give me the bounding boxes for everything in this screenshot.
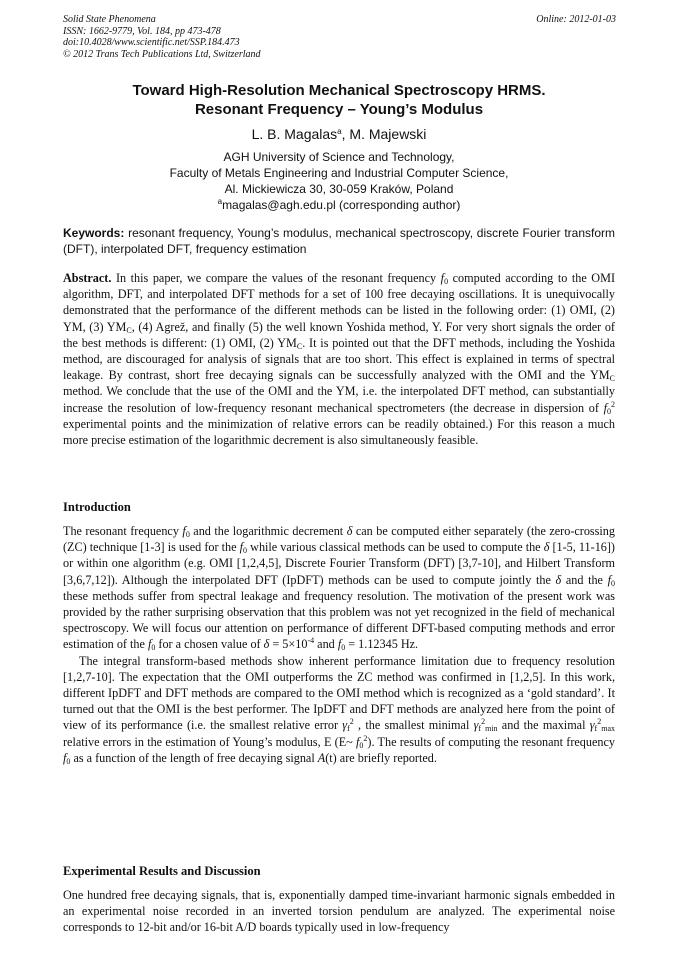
math-delta: δ: [543, 540, 550, 555]
section-heading-introduction: Introduction: [63, 500, 131, 514]
delta-value: = 5×10: [269, 637, 308, 652]
intro-paragraph-2: [63, 653, 615, 766]
math-sub: 0: [607, 406, 611, 416]
math-gamma: γ: [473, 718, 479, 733]
title-line-1: Toward High-Resolution Mechanical Spectroscopy HRMS.: [132, 82, 546, 99]
intro-text: and the: [561, 572, 608, 587]
math-sub: C: [609, 374, 615, 384]
introduction-text: [63, 523, 615, 766]
corresponding-email: [40, 198, 638, 212]
math-sup: -4: [307, 636, 315, 646]
intro-text: [1-5, 11-16]) or within one algorithm (e.g. OMI [1,2,4,5], Discrete Fourier Transform (DFT) [3,7-10], and Hilbert Transform [3,6,7,12]). Although the interpolated DFT (IpDFT) methods can be used to compute jointly the: [63, 540, 615, 587]
math-delta: δ: [263, 637, 270, 652]
math-f0: f: [63, 750, 67, 765]
math-sub: 0: [359, 740, 364, 750]
math-amplitude: A: [317, 750, 326, 765]
abstract-text: method. We conclude that the use of the OMI and the YM, i.e. the interpolated DFT method, can substantially increase the resolution of low-frequency resonant mechanical spectrometers (the decrease in dispersion of: [63, 384, 615, 415]
math-f0-squared: f: [603, 400, 607, 415]
math-sub: 0: [341, 643, 346, 653]
math-sup: 2: [597, 717, 602, 727]
intro-text: these methods suffer from spectral leakage and frequency resolution. The motivation of the present work was provided by the rather surprising observation that this problem was not yet recognized in the field of mechanical spectroscopy. We will focus our attention on performance of different DFT-based computing methods and error estimation of the: [63, 588, 615, 652]
math-sub: 0: [151, 643, 156, 653]
affiliation: [40, 149, 638, 197]
intro-text: can be computed either separately (the zero-crossing (ZC) technique [1-3] is used for the: [63, 524, 615, 555]
abstract-text: computed according to the OMI algorithm, DFT, and interpolated DFT methods for a set of 100 free decaying oscillations. It is unequivocally demonstrated that the performance of the different methods can be listed in the following order: (1) OMI, (2) YM, (3) YM: [63, 271, 615, 334]
math-sub: f: [347, 724, 350, 734]
math-f0-squared: f: [356, 734, 360, 749]
math-f0: f: [440, 271, 445, 285]
math-sup: 2: [611, 399, 615, 409]
math-sub: C: [126, 325, 132, 335]
online-date: Online: 2012-01-03: [536, 14, 616, 25]
intro-text: and: [314, 637, 338, 652]
section-heading-experimental: Experimental Results and Discussion: [63, 864, 261, 878]
f0-value: = 1.12345 Hz.: [345, 637, 419, 652]
math-sub: C: [296, 341, 303, 351]
math-sub-min: min: [485, 724, 498, 734]
intro-text: The integral transform-based methods show inherent performance limitation due to frequency resolution [1,2,7-10]. The expectation that the OMI outperforms the ZC method was confirmed in [1,2,5]. In this work, different IpDFT and DFT methods are compared to the OMI method which is recognized as a ‘gold standard’. It turned out that the OMI is the best performer. The IpDFT and DFT methods are analyzed here from the point of view of its performance (i.e. the smallest relative error: [63, 653, 615, 733]
math-delta: δ: [346, 524, 353, 538]
intro-text: , the smallest minimal: [353, 718, 474, 733]
affiliation-line-1: AGH University of Science and Technology,: [223, 150, 455, 164]
keywords-text: resonant frequency, Young’s modulus, mechanical spectroscopy, discrete Fourier transform (DFT), interpolated DFT, frequency estimation: [63, 226, 615, 256]
math-sub: 0: [444, 277, 449, 286]
math-f0: f: [607, 572, 611, 587]
math-sub-max: max: [601, 724, 615, 734]
journal-header: [63, 14, 261, 60]
math-sup: 2: [349, 717, 354, 727]
abstract-text: In this paper, we compare the values of the resonant frequency: [111, 271, 441, 285]
math-f0: f: [147, 637, 152, 652]
intro-text: for a chosen value of: [155, 637, 264, 652]
math-sub: 0: [185, 530, 190, 539]
abstract-label: Abstract.: [63, 271, 112, 285]
affiliation-line-3: Al. Mickiewicza 30, 30-059 Kraków, Poland: [224, 182, 454, 196]
doi-line: doi:10.4028/www.scientific.net/SSP.184.473: [63, 37, 240, 48]
intro-paragraph-1: [63, 523, 615, 653]
intro-text: while various classical methods can be used to compute the: [247, 540, 544, 555]
math-sup: 2: [363, 733, 368, 743]
intro-text: ). The results of computing the resonant frequency: [367, 734, 615, 749]
abstract-text: , (4) Agrež, and finally (5) the well known Yoshida method, Y. For very short signals the order of the best methods is different: (1) OMI, (2) YM: [63, 319, 615, 350]
math-f0: f: [337, 637, 342, 652]
abstract: [63, 270, 615, 448]
author-majewski: , M. Majewski: [341, 126, 427, 142]
math-sup: 2: [481, 717, 486, 727]
math-amplitude-arg: (t): [325, 750, 337, 765]
math-sub: f: [478, 724, 482, 734]
title-line-2: Resonant Frequency – Young’s Modulus: [194, 100, 484, 118]
math-f0: f: [239, 540, 244, 555]
math-sub: 0: [66, 756, 71, 766]
intro-text: The resonant frequency: [63, 524, 183, 538]
email-text: magalas@agh.edu.pl (corresponding author): [222, 198, 461, 212]
paper-title: [40, 82, 638, 119]
experimental-paragraph: One hundred free decaying signals, that is, exponentially damped time-invariant harmonic signals embedded in an experimental noise recorded in an inverted torsion pendulum are analyzed. The experimental noise corresponds to 12-bit and/or 16-bit A/D boards typically used in low-frequency: [63, 888, 615, 935]
email-affil-mark: a: [217, 197, 223, 206]
math-delta: δ: [555, 572, 562, 587]
copyright-line: © 2012 Trans Tech Publications Ltd, Switzerland: [63, 48, 261, 60]
intro-text: and the maximal: [497, 718, 590, 733]
math-gamma: γ: [342, 718, 348, 733]
author-affil-mark: a: [337, 127, 342, 136]
keywords-label: Keywords:: [63, 226, 125, 240]
issn-line: ISSN: 1662-9779, Vol. 184, pp 473-478: [63, 25, 221, 37]
intro-text: and the logarithmic decrement: [189, 524, 347, 538]
keywords: [63, 226, 615, 257]
intro-text: are briefly reported.: [336, 750, 437, 765]
math-sub: 0: [243, 546, 248, 556]
author-list: [40, 126, 638, 142]
abstract-text: . It is pointed out that the DFT methods, including the Yoshida method, are discouraged for analysis of signals that are too short. This effect is explained in terms of spectral leakage. By contrast, short free decaying signals can be successfully analyzed with the OMI and the YM: [63, 335, 615, 383]
experimental-text: [63, 887, 615, 936]
abstract-text: experimental points and the minimization of relative errors can be readily obtained.) For this reason a much more precise estimation of the logarithmic decrement is also simultaneously feasible.: [63, 416, 615, 448]
math-sub: 0: [611, 578, 615, 588]
journal-name: Solid State Phenomena: [63, 14, 156, 25]
math-gamma: γ: [589, 718, 595, 733]
affiliation-line-2: Faculty of Metals Engineering and Industrial Computer Science,: [169, 166, 509, 180]
math-f0: f: [182, 524, 186, 538]
math-sub: f: [594, 724, 598, 734]
intro-text: relative errors in the estimation of Young’s modulus, E (E~: [63, 734, 356, 749]
author-magalas: L. B. Magalas: [251, 126, 338, 142]
intro-text: as a function of the length of free decaying signal: [70, 750, 318, 765]
